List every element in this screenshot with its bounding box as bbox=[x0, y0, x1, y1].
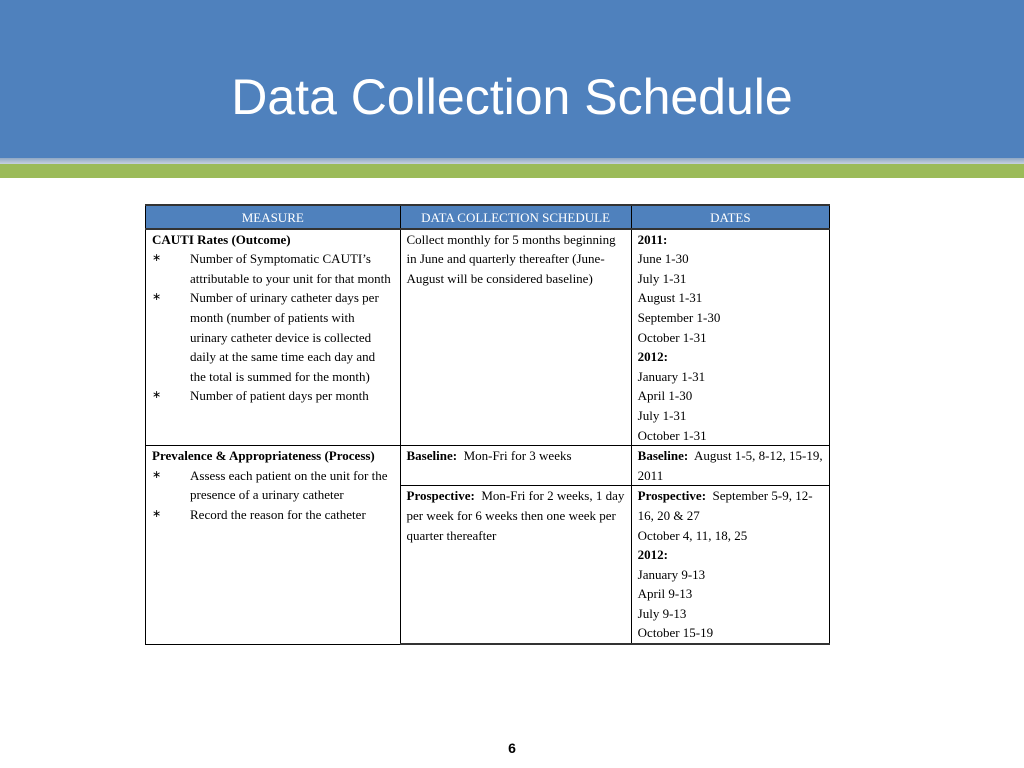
baseline-schedule-cell bbox=[400, 446, 631, 486]
date-item: July 1-31 bbox=[637, 270, 687, 286]
prevalence-bullet-text: Record the reason for the catheter bbox=[190, 506, 366, 522]
cauti-heading: CAUTI Rates (Outcome) bbox=[152, 231, 291, 247]
page-number: 6 bbox=[508, 740, 516, 756]
prevalence-heading: Prevalence & Appropriateness (Process) bbox=[152, 448, 375, 464]
baseline-schedule: Mon-Fri for 3 weeks bbox=[463, 448, 572, 464]
year-label: 2011: bbox=[637, 231, 668, 247]
prospective-label: Prospective: bbox=[637, 488, 707, 504]
date-item: July 1-31 bbox=[637, 407, 687, 423]
date-item: October 1-31 bbox=[637, 427, 707, 443]
prospective-schedule: Mon-Fri for 2 weeks, 1 day per week for 6 weeks then one week per quarter thereafter bbox=[406, 488, 625, 543]
baseline-dates: August 1-5, 8-12, 15-19, 2011 bbox=[637, 448, 823, 483]
date-item: August 1-31 bbox=[637, 290, 703, 306]
table-row-prevalence-baseline bbox=[146, 446, 830, 486]
date-item: April 9-13 bbox=[637, 586, 693, 602]
list-item bbox=[152, 249, 394, 288]
prospective-label: Prospective: bbox=[406, 488, 475, 504]
asterisk-bullet-icon: ∗ bbox=[152, 291, 162, 304]
baseline-label: Baseline: bbox=[406, 448, 458, 464]
cauti-measure-cell bbox=[146, 229, 401, 446]
date-item: April 1-30 bbox=[637, 388, 693, 404]
baseline-label: Baseline: bbox=[637, 448, 689, 464]
cauti-bullet-text: Number of urinary catheter days per month (number of patients with urinary catheter device is collected daily at the same time each day and the total is summed for the month) bbox=[190, 290, 379, 384]
accent-bar bbox=[0, 164, 1024, 178]
asterisk-bullet-icon: ∗ bbox=[152, 468, 162, 481]
year-label: 2012: bbox=[637, 349, 669, 365]
asterisk-bullet-icon: ∗ bbox=[152, 507, 162, 520]
prospective-dates-line2: October 4, 11, 18, 25 bbox=[637, 527, 748, 543]
prospective-dates-cell bbox=[631, 486, 829, 644]
prospective-dates-line1: September 5-9, 12-16, 20 & 27 bbox=[637, 488, 813, 523]
year-label: 2012: bbox=[637, 547, 669, 563]
header-measure: MEASURE bbox=[146, 205, 401, 229]
header-schedule: DATA COLLECTION SCHEDULE bbox=[400, 205, 631, 229]
list-item bbox=[152, 288, 394, 386]
date-item: January 1-31 bbox=[637, 368, 706, 384]
date-item: July 9-13 bbox=[637, 605, 687, 621]
table-row-cauti bbox=[146, 229, 830, 446]
baseline-dates-cell bbox=[631, 446, 829, 486]
asterisk-bullet-icon: ∗ bbox=[152, 252, 162, 265]
prospective-schedule-cell bbox=[400, 486, 631, 644]
cauti-schedule-cell: Collect monthly for 5 months beginning in June and quarterly thereafter (June-August will be considered baseline) bbox=[400, 229, 631, 446]
asterisk-bullet-icon: ∗ bbox=[152, 389, 162, 402]
date-item: June 1-30 bbox=[637, 251, 689, 267]
date-item: September 1-30 bbox=[637, 309, 721, 325]
date-item: October 15-19 bbox=[637, 625, 714, 641]
prevalence-bullet-list bbox=[152, 466, 394, 525]
date-item: January 9-13 bbox=[637, 566, 706, 582]
prevalence-bullet-text: Assess each patient on the unit for the presence of a urinary catheter bbox=[190, 467, 388, 503]
prevalence-measure-cell bbox=[146, 446, 401, 644]
cauti-dates-cell bbox=[631, 229, 829, 446]
cauti-bullet-text: Number of patient days per month bbox=[190, 388, 369, 404]
data-collection-table bbox=[145, 204, 830, 645]
table-header-row bbox=[146, 205, 830, 229]
list-item bbox=[152, 466, 394, 505]
cauti-bullet-text: Number of Symptomatic CAUTI’s attributable to your unit for that month bbox=[190, 251, 391, 286]
date-item: October 1-31 bbox=[637, 329, 707, 345]
list-item bbox=[152, 505, 394, 525]
slide-title: Data Collection Schedule bbox=[231, 69, 793, 125]
header-dates: DATES bbox=[631, 205, 829, 229]
cauti-bullet-list bbox=[152, 249, 394, 406]
list-item bbox=[152, 386, 394, 406]
